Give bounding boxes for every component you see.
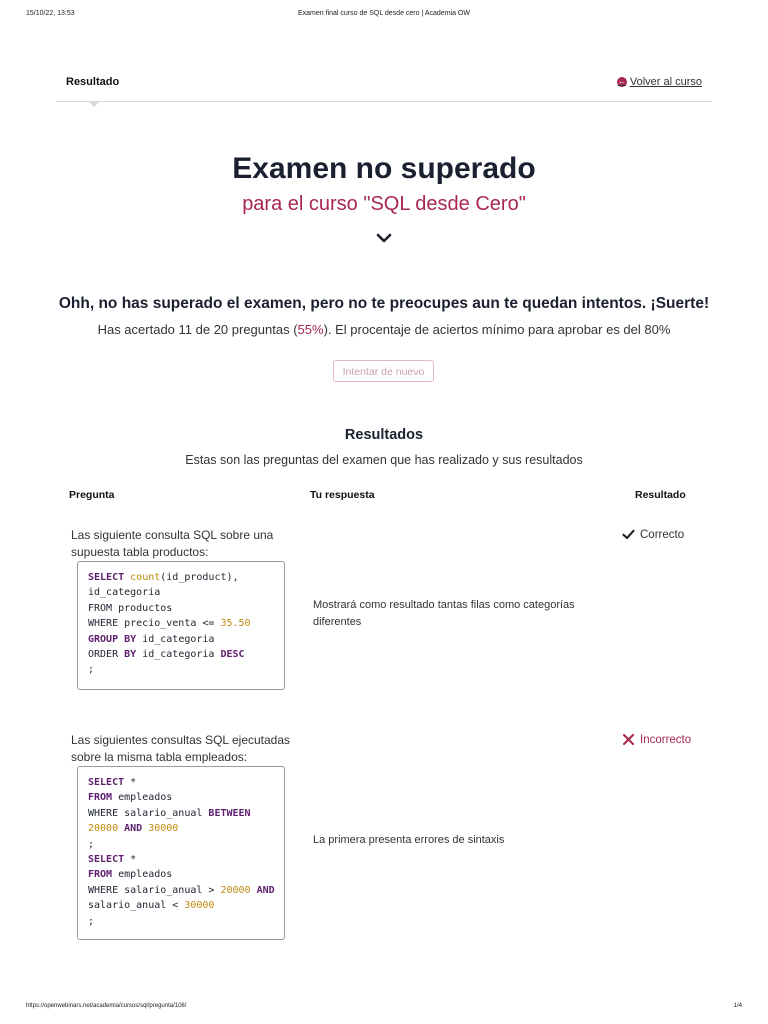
print-title: Examen final curso de SQL desde cero | Academia OW: [298, 10, 470, 17]
retry-button[interactable]: Intentar de nuevo: [333, 360, 434, 382]
code-token: ;: [88, 915, 95, 927]
answer-text: La primera presenta errores de sintaxis: [313, 834, 505, 846]
print-timestamp: 15/10/22, 13:53: [26, 10, 75, 17]
column-header-question: Pregunta: [69, 489, 115, 501]
code-line: [88, 601, 274, 616]
code-line: [88, 914, 274, 929]
code-line: [88, 616, 274, 631]
code-line: [88, 898, 274, 913]
code-line: [88, 585, 274, 600]
code-block: [77, 766, 285, 940]
back-to-course-link[interactable]: [617, 76, 702, 88]
code-line: [88, 570, 274, 585]
code-block: [77, 561, 285, 690]
code-line: [88, 821, 274, 836]
code-line: [88, 775, 274, 790]
tab-active-caret: [88, 101, 100, 107]
code-token: id_categoria: [136, 633, 215, 645]
code-token: SELECT: [88, 777, 125, 788]
check-icon: [622, 528, 635, 541]
column-header-result: Resultado: [635, 489, 686, 501]
answer-text: Mostrará como resultado tantas filas como categorías diferentes: [313, 599, 575, 628]
question-text: Las siguientes consultas SQL ejecutadas sobre la misma tabla empleados:: [71, 733, 291, 764]
code-token: AND: [118, 823, 149, 835]
tab-resultado[interactable]: Resultado: [66, 76, 120, 88]
question-text: Las siguiente consulta SQL sobre una supuesta tabla productos:: [71, 528, 274, 559]
code-token: WHERE salario_anual: [88, 807, 209, 819]
code-token: DESC: [220, 648, 245, 660]
code-token: salario_anual <: [88, 900, 185, 912]
result-label: Correcto: [640, 528, 685, 541]
code-line: [88, 837, 274, 852]
code-token: 20000: [220, 884, 251, 896]
code-token: FROM: [88, 792, 113, 804]
code-token: *: [124, 777, 137, 788]
result-label: Incorrecto: [640, 733, 692, 746]
code-token: SELECT: [88, 853, 125, 865]
code-token: id_categoria: [136, 648, 221, 660]
code-line: [88, 883, 274, 898]
code-line: [88, 867, 274, 882]
column-header-answer: Tu respuesta: [310, 489, 375, 501]
arrow-left-circle-icon: ←: [617, 77, 626, 86]
score-summary: [0, 322, 768, 337]
code-token: count: [130, 572, 161, 583]
code-token: 30000: [148, 823, 179, 835]
code-line: [88, 852, 274, 867]
top-bar: [56, 70, 712, 102]
code-token: SELECT: [88, 572, 131, 583]
code-line: [88, 662, 274, 677]
code-token: FROM productos: [88, 602, 173, 614]
code-token: empleados: [112, 792, 173, 804]
fail-message: Ohh, no has superado el examen, pero no te preocupes aun te quedan intentos. ¡Suerte!: [58, 295, 710, 312]
code-token: BY: [124, 648, 137, 660]
results-title: Resultados: [344, 427, 424, 443]
code-line: [88, 647, 274, 662]
code-line: [88, 806, 274, 821]
score-suffix: ). El procentaje de aciertos mínimo para aprobar es del 80%: [323, 322, 671, 337]
code-token: WHERE salario_anual >: [88, 884, 221, 896]
chevron-down-icon[interactable]: [374, 232, 394, 246]
result-badge: [622, 528, 684, 541]
code-token: id_categoria: [88, 587, 161, 599]
code-token: 30000: [184, 900, 215, 912]
code-token: 35.50: [220, 618, 251, 630]
score-percentage: 55%: [297, 322, 324, 337]
code-token: ORDER: [88, 648, 125, 660]
code-token: *: [124, 853, 137, 865]
code-token: (id_product),: [160, 572, 239, 583]
print-page-number: 1/4: [733, 1003, 742, 1009]
print-url: https://openwebinars.net/academia/cursos/sql/pregunta/108/: [26, 1003, 187, 1009]
back-to-course-label: Volver al curso: [629, 76, 702, 88]
code-token: WHERE precio_venta <=: [88, 618, 221, 630]
code-token: 20000: [88, 823, 119, 835]
page-subtitle: para el curso "SQL desde Cero": [242, 193, 526, 215]
code-token: AND: [250, 884, 275, 896]
score-prefix: Has acertado 11 de 20 preguntas (: [97, 322, 298, 337]
code-line: [88, 632, 274, 647]
page-title: Examen no superado: [232, 152, 536, 185]
code-token: GROUP BY: [88, 633, 137, 645]
code-token: BETWEEN: [208, 807, 251, 819]
code-token: empleados: [112, 869, 173, 881]
code-line: [88, 790, 274, 805]
x-icon: [622, 733, 635, 746]
results-description: Estas son las preguntas del examen que has realizado y sus resultados: [185, 453, 583, 467]
result-badge: [622, 733, 691, 746]
code-token: ;: [88, 664, 95, 676]
code-token: FROM: [88, 869, 113, 881]
code-token: ;: [88, 838, 95, 850]
